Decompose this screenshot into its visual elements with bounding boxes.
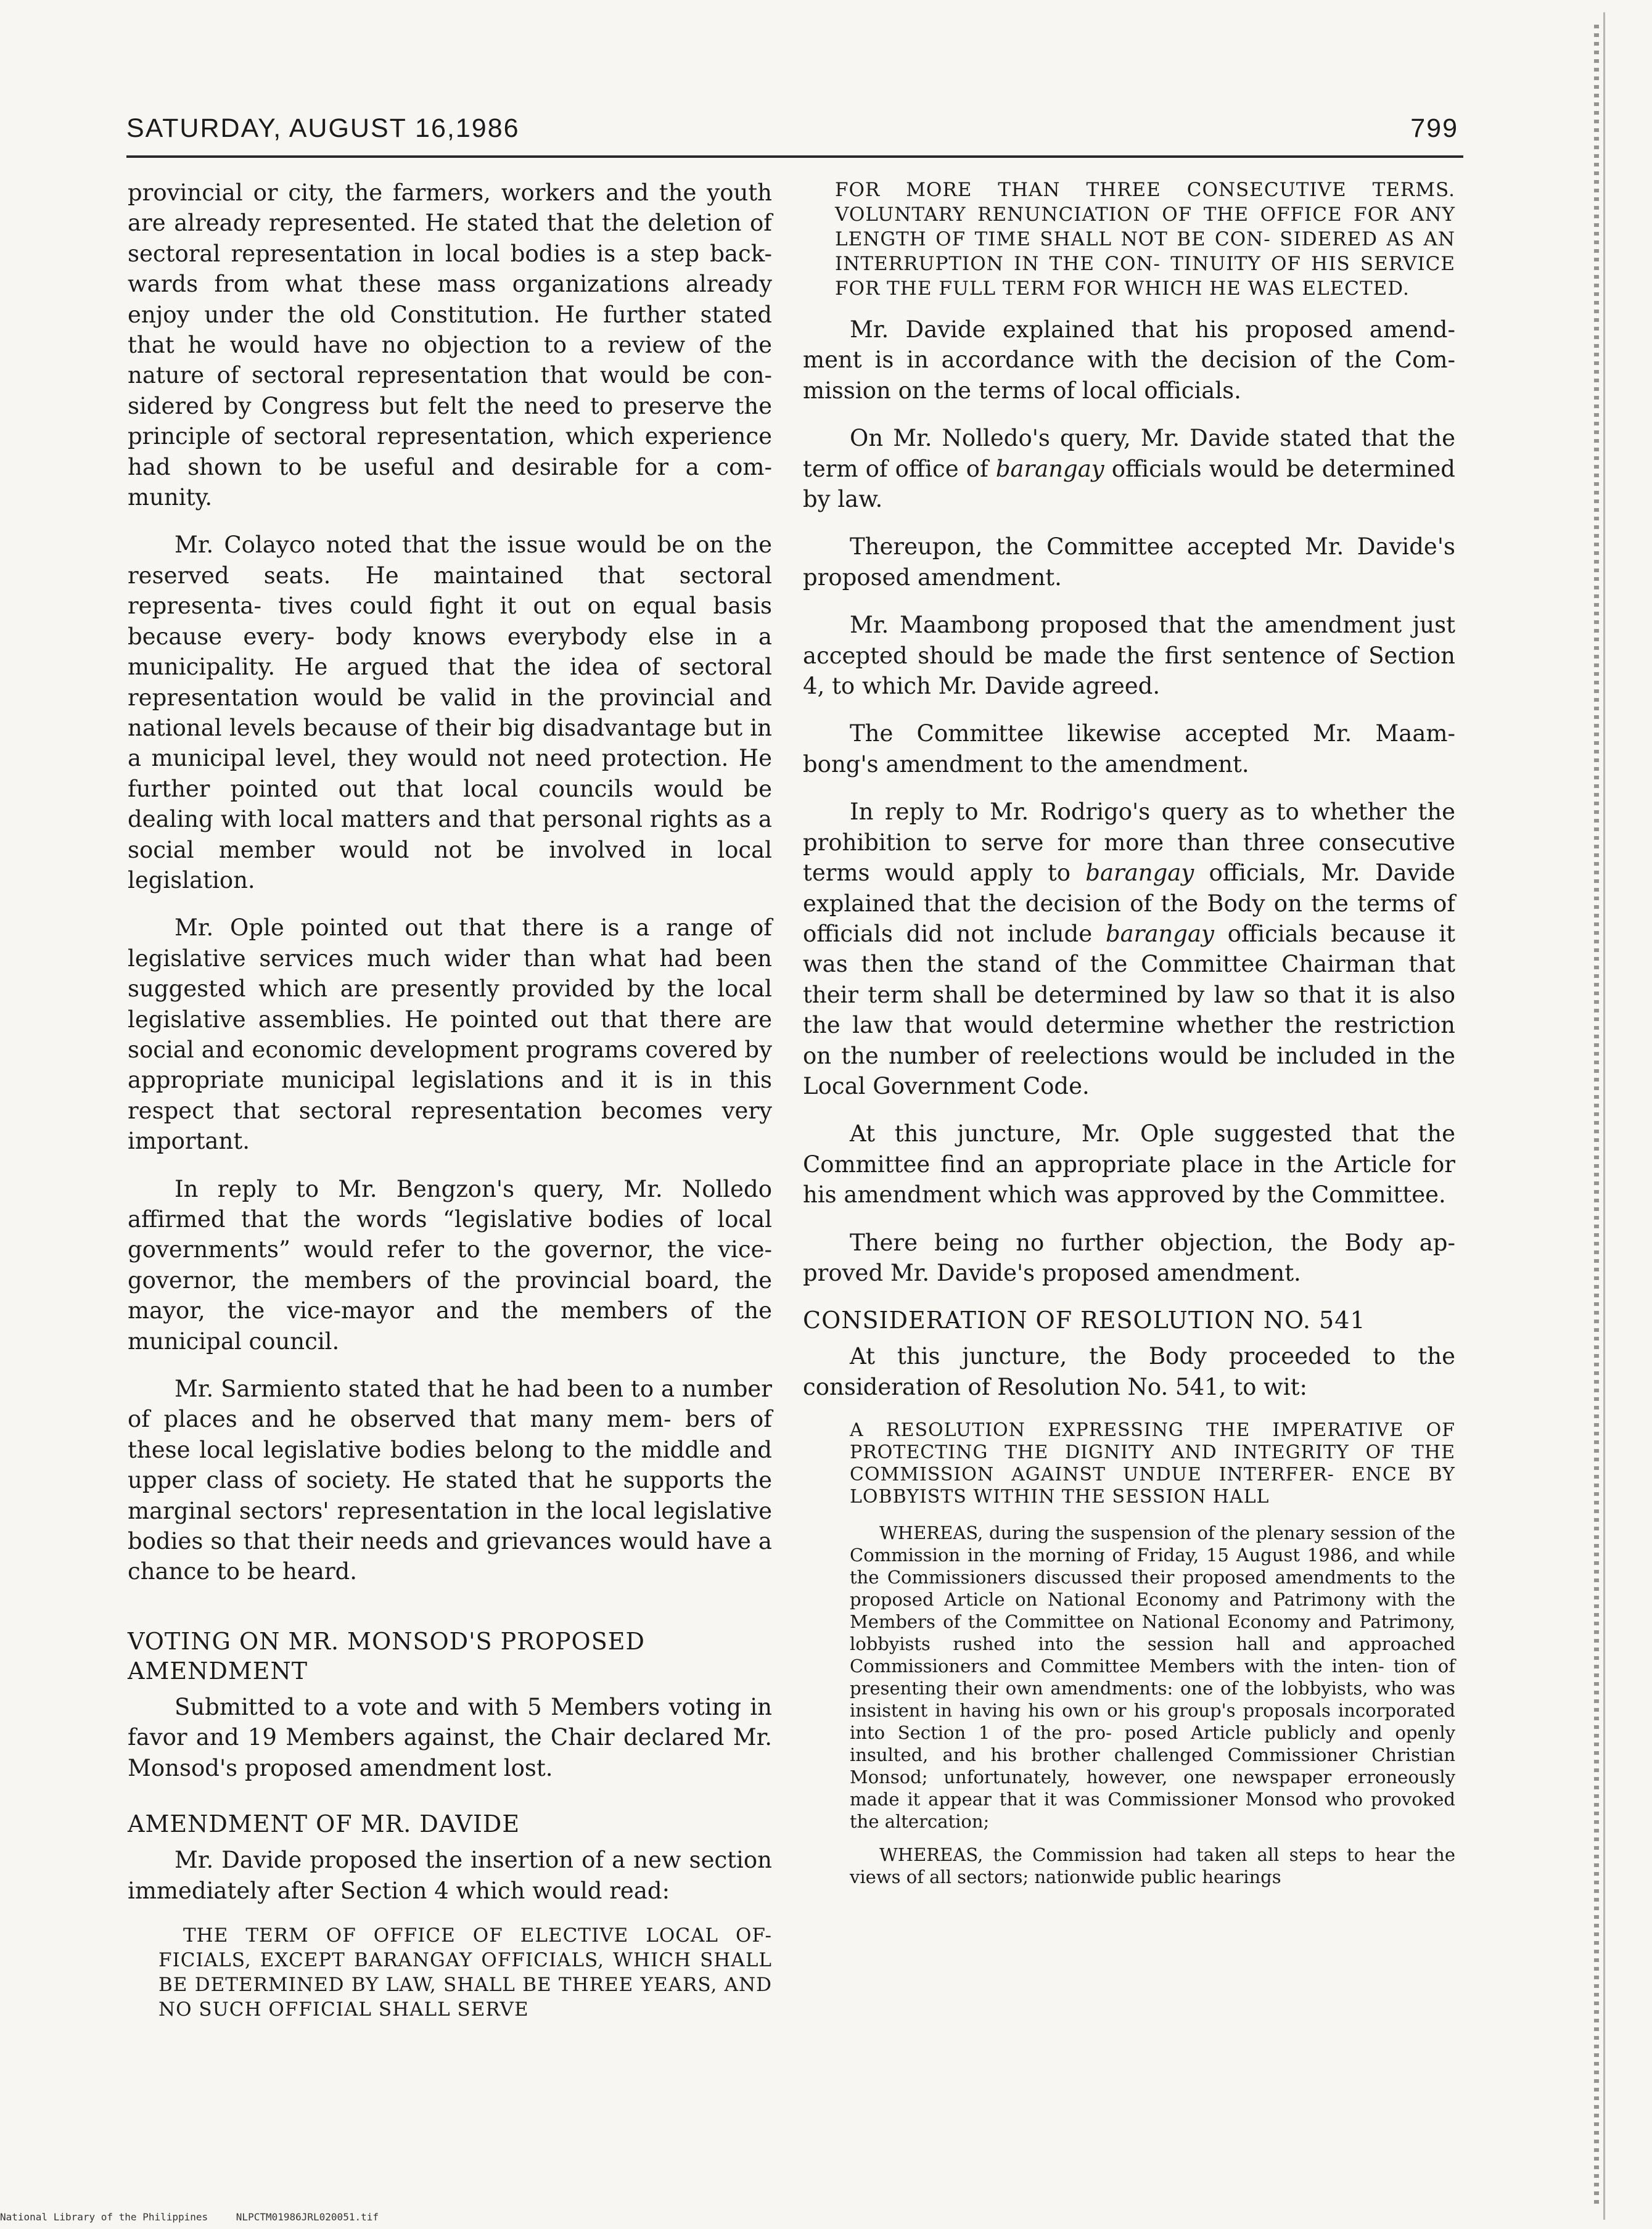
section-heading-resolution: CONSIDERATION OF RESOLUTION NO. 541: [803, 1307, 1366, 1334]
footer-file: NLPCTM01986JRL020051.tif: [236, 2211, 379, 2223]
right-column: [803, 178, 1455, 1899]
section-heading-amendment: AMENDMENT OF MR. DAVIDE: [128, 1810, 520, 1838]
resolution-title: A RESOLUTION EXPRESSING THE IMPERATIVE OF PROTECTING THE DIGNITY AND INTEGRITY OF THE COMMISSION AGAINST UNDUE INTERFER- ENCE BY LOBBYISTS WITHIN THE SESSION HALL: [850, 1419, 1455, 1508]
whereas-clause: WHEREAS, during the suspension of the plenary session of the Commission in the morning of Friday, 15 August 1986, and while the Commissioners discussed their proposed amendments to the proposed Article on National Economy and Patrimony with the Members of the Committee on National Economy and Patrimony, lobbyists rushed into the session hall and approached Commissioners and Committee Members with the inten- tion of presenting their own amendments: one of the lobbyists, who was insistent in having his own or his group's proposals incorporated into Section 1 of the pro- posed Article publicly and openly insulted, and his brother challenged Commissioner Christian Monsod; unfortunately, however, one newspaper erroneously made it appear that it was Commissioner Monsod who provoked the altercation;: [850, 1522, 1455, 1833]
amendment-text: THE TERM OF OFFICE OF ELECTIVE LOCAL OF- FICIALS, EXCEPT BARANGAY OFFICIALS, WHICH SHALL BE DETERMINED BY LAW, SHALL BE THREE YEARS, AND NO SUCH OFFICIAL SHALL SERVE: [158, 1924, 772, 2021]
italic-term: barangay: [1085, 860, 1194, 887]
whereas-clause: WHEREAS, the Commission had taken all steps to hear the views of all sectors; nationwide public hearings: [850, 1844, 1455, 1888]
paragraph: The Committee likewise accepted Mr. Maam- bong's amendment to the amendment.: [803, 720, 1455, 778]
italic-term: barangay: [1105, 920, 1214, 947]
header-date: SATURDAY, AUGUST 16,1986: [126, 113, 520, 143]
text-run: On Mr. Nolledo's query, Mr. Davide stated that the term of office of: [803, 425, 1455, 482]
paragraph: [803, 423, 1455, 514]
page-header: [126, 109, 1458, 152]
text-run: officials, Mr. Davide explained that the decision of the Body on the terms of officials did not include: [803, 860, 1455, 947]
paragraph: provincial or city, the farmers, workers and the youth are already represented. He stated that the deletion of sectoral representation in local bodies is a step back- wards from what these mass organizations already enjoy under the old Constitution. He further stated that he would have no objection to a review of the nature of sectoral representation that would be con- sidered by Congress but felt the need to preserve the principle of sectoral representation, which experience had shown to be useful and desirable for a com- munity.: [128, 179, 772, 511]
footer-library: National Library of the Philippines: [0, 2211, 208, 2223]
amendment-text-continued: FOR MORE THAN THREE CONSECUTIVE TERMS. VOLUNTARY RENUNCIATION OF THE OFFICE FOR ANY LENGTH OF TIME SHALL NOT BE CON- SIDERED AS AN INTERRUPTION IN THE CON- TINUITY OF HIS SERVICE FOR THE FULL TERM FOR WHICH HE WAS ELECTED.: [835, 179, 1455, 300]
paragraph: Thereupon, the Committee accepted Mr. Davide's proposed amendment.: [803, 533, 1455, 591]
paragraph: Mr. Davide explained that his proposed amend- ment is in accordance with the decision of the Com- mission on the terms of local officials.: [803, 316, 1455, 404]
scan-edge-line: [1603, 12, 1605, 2220]
scan-footer: [0, 2211, 740, 2226]
paragraph: Mr. Colayco noted that the issue would be on the reserved seats. He maintained that sectoral representa- tives could fight it out on equal basis because every- body knows everybody else in a municipality. He argued that the idea of sectoral representation would be valid in the provincial and national levels because of their big disadvantage but in a municipal level, they would not need protection. He further pointed out that local councils would be dealing with local matters and that personal rights as a social member would not be involved in local legislation.: [128, 532, 772, 893]
paragraph: Mr. Davide proposed the insertion of a new section immediately after Section 4 which would read:: [128, 1847, 772, 1904]
paragraph: Mr. Ople pointed out that there is a range of legislative services much wider than what had been suggested which are presently provided by the local legislative assemblies. He pointed out that there are social and economic development programs covered by appropriate municipal legislations and it is in this respect that sectoral representation becomes very important.: [128, 914, 772, 1155]
text-run: In reply to Mr. Rodrigo's query as to whether the prohibition to serve for more than three consecutive terms would apply to: [803, 798, 1455, 887]
text-run: officials would be determined by law.: [803, 455, 1455, 513]
section-heading-voting: VOTING ON MR. MONSOD'S PROPOSED AMENDMENT: [128, 1627, 645, 1685]
paragraph: Submitted to a vote and with 5 Members voting in favor and 19 Members against, the Chair declared Mr. Monsod's proposed amendment lost.: [128, 1693, 772, 1781]
spacer: [128, 1800, 772, 1809]
paragraph: [803, 797, 1455, 1101]
italic-term: barangay: [995, 455, 1104, 482]
left-column: [128, 178, 772, 2035]
page-number: 799: [1410, 113, 1458, 143]
paragraph: In reply to Mr. Bengzon's query, Mr. Nolledo affirmed that the words “legislative bodies of local governments” would refer to the governor, the vice- governor, the members of the provincial board, the mayor, the vice-mayor and the members of the municipal council.: [128, 1175, 772, 1355]
paragraph: At this juncture, Mr. Ople suggested that the Committee find an appropriate place in the Article for his amendment which was approved by the Committee.: [803, 1120, 1455, 1209]
paragraph: There being no further objection, the Body ap- proved Mr. Davide's proposed amendment.: [803, 1229, 1455, 1286]
spacer: [128, 1604, 772, 1627]
header-rule: [126, 155, 1463, 158]
paragraph: Mr. Maambong proposed that the amendment just accepted should be made the first sentence of Section 4, to which Mr. Davide agreed.: [803, 612, 1455, 700]
paragraph: At this juncture, the Body proceeded to the consideration of Resolution No. 541, to wit:: [803, 1343, 1455, 1400]
paragraph: Mr. Sarmiento stated that he had been to a number of places and he observed that many mem- bers of these local legislative bodies belong to the middle and upper class of society. He stated that he supports the marginal sectors' representation in the local legislative bodies so that their needs and grievances would have a chance to be heard.: [128, 1376, 772, 1585]
text-run: officials because it was then the stand of the Committee Chairman that their term shall be determined by law so that it is also the law that would determine whether the restriction on the number of reelections would be included in the Local Government Code.: [803, 920, 1455, 1099]
scan-edge-artifact: [1594, 25, 1599, 2207]
